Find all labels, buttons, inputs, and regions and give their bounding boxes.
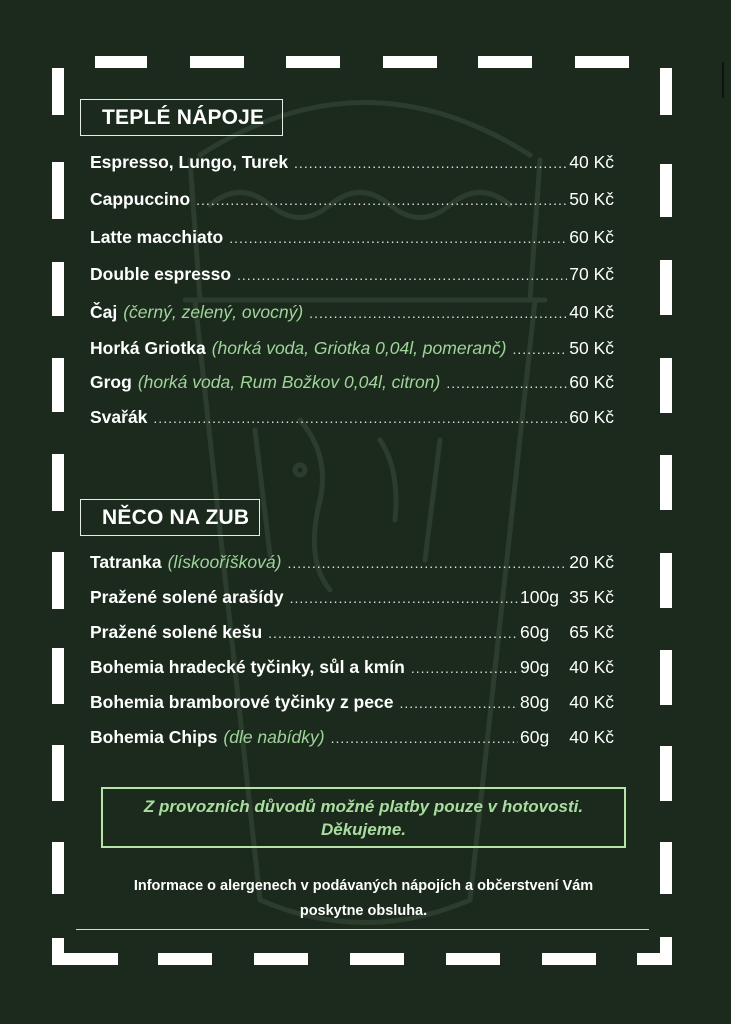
list-item xyxy=(90,690,614,714)
leader-dots xyxy=(290,586,518,610)
item-quantity: 60g xyxy=(520,622,550,642)
item-note: (dle nabídky) xyxy=(223,727,325,747)
list-item xyxy=(90,725,614,749)
allergen-info xyxy=(96,874,631,924)
leader-dots xyxy=(294,151,567,175)
payment-notice-text: Z provozních důvodů možné platby pouze v hotovosti. xyxy=(143,797,584,816)
list-item xyxy=(90,655,614,679)
item-note: (horká voda, Rum Božkov 0,04l, citron) xyxy=(137,372,441,392)
leader-dots xyxy=(512,337,567,361)
leader-dots xyxy=(196,188,567,212)
list-item xyxy=(90,187,614,211)
list-item xyxy=(90,225,614,249)
item-name: Pražené solené arašídy xyxy=(90,587,284,607)
item-price: 60 Kč xyxy=(569,227,614,247)
item-price: 50 Kč xyxy=(569,338,614,358)
list-item xyxy=(90,585,614,609)
section-title-hot-drinks: TEPLÉ NÁPOJE xyxy=(80,99,283,136)
item-note: (černý, zelený, ovocný) xyxy=(123,302,304,322)
item-note: (lískooříšková) xyxy=(167,552,282,572)
list-item xyxy=(90,300,614,324)
item-name: Bohemia Chips xyxy=(90,727,218,747)
item-price: 40 Kč xyxy=(569,302,614,322)
list-item xyxy=(90,405,614,429)
item-price: 40 Kč xyxy=(569,152,614,172)
list-item xyxy=(90,370,614,394)
item-name: Bohemia hradecké tyčinky, sůl a kmín xyxy=(90,657,405,677)
item-price: 40 Kč xyxy=(569,727,614,747)
item-quantity: 60g xyxy=(520,727,550,747)
item-price: 40 Kč xyxy=(569,657,614,677)
item-quantity: 90g xyxy=(520,657,550,677)
item-name: Svařák xyxy=(90,407,148,427)
leader-dots xyxy=(237,263,567,287)
edge-mark xyxy=(722,62,724,98)
leader-dots xyxy=(399,691,518,715)
allergen-info-line-1: Informace o alergenech v podávaných nápojích a občerstvení Vám xyxy=(133,878,594,894)
item-quantity: 80g xyxy=(520,692,550,712)
divider xyxy=(76,929,649,930)
item-price: 50 Kč xyxy=(569,189,614,209)
item-name: Bohemia bramborové tyčinky z pece xyxy=(90,692,394,712)
item-name: Cappuccino xyxy=(90,189,191,209)
item-name: Horká Griotka xyxy=(90,338,206,358)
list-item xyxy=(90,262,614,286)
list-item xyxy=(90,150,614,174)
leader-dots xyxy=(446,371,567,395)
item-name: Double espresso xyxy=(90,264,232,284)
leader-dots xyxy=(287,551,564,575)
leader-dots xyxy=(229,226,567,250)
leader-dots xyxy=(411,656,518,680)
allergen-info-line-2: poskytne obsluha. xyxy=(299,903,428,919)
item-quantity: 100g xyxy=(520,587,559,607)
leader-dots xyxy=(268,621,518,645)
item-price: 35 Kč xyxy=(569,587,614,607)
item-price: 60 Kč xyxy=(569,372,614,392)
payment-notice-thanks: Děkujeme. xyxy=(320,820,407,839)
item-price: 65 Kč xyxy=(569,622,614,642)
item-price: 70 Kč xyxy=(569,264,614,284)
item-price: 20 Kč xyxy=(569,552,614,572)
item-name: Tatranka xyxy=(90,552,162,572)
leader-dots xyxy=(153,406,567,430)
list-item xyxy=(90,550,614,574)
list-item xyxy=(90,620,614,644)
item-name: Čaj xyxy=(90,302,118,322)
item-name: Espresso, Lungo, Turek xyxy=(90,152,289,172)
list-item xyxy=(90,336,614,360)
item-name: Pražené solené kešu xyxy=(90,622,263,642)
item-price: 60 Kč xyxy=(569,407,614,427)
item-name: Grog xyxy=(90,372,132,392)
leader-dots xyxy=(309,301,567,325)
item-note: (horká voda, Griotka 0,04l, pomeranč) xyxy=(211,338,507,358)
item-price: 40 Kč xyxy=(569,692,614,712)
item-name: Latte macchiato xyxy=(90,227,224,247)
leader-dots xyxy=(331,726,518,750)
section-title-snacks: NĚCO NA ZUB xyxy=(80,499,260,536)
payment-notice xyxy=(101,787,626,848)
